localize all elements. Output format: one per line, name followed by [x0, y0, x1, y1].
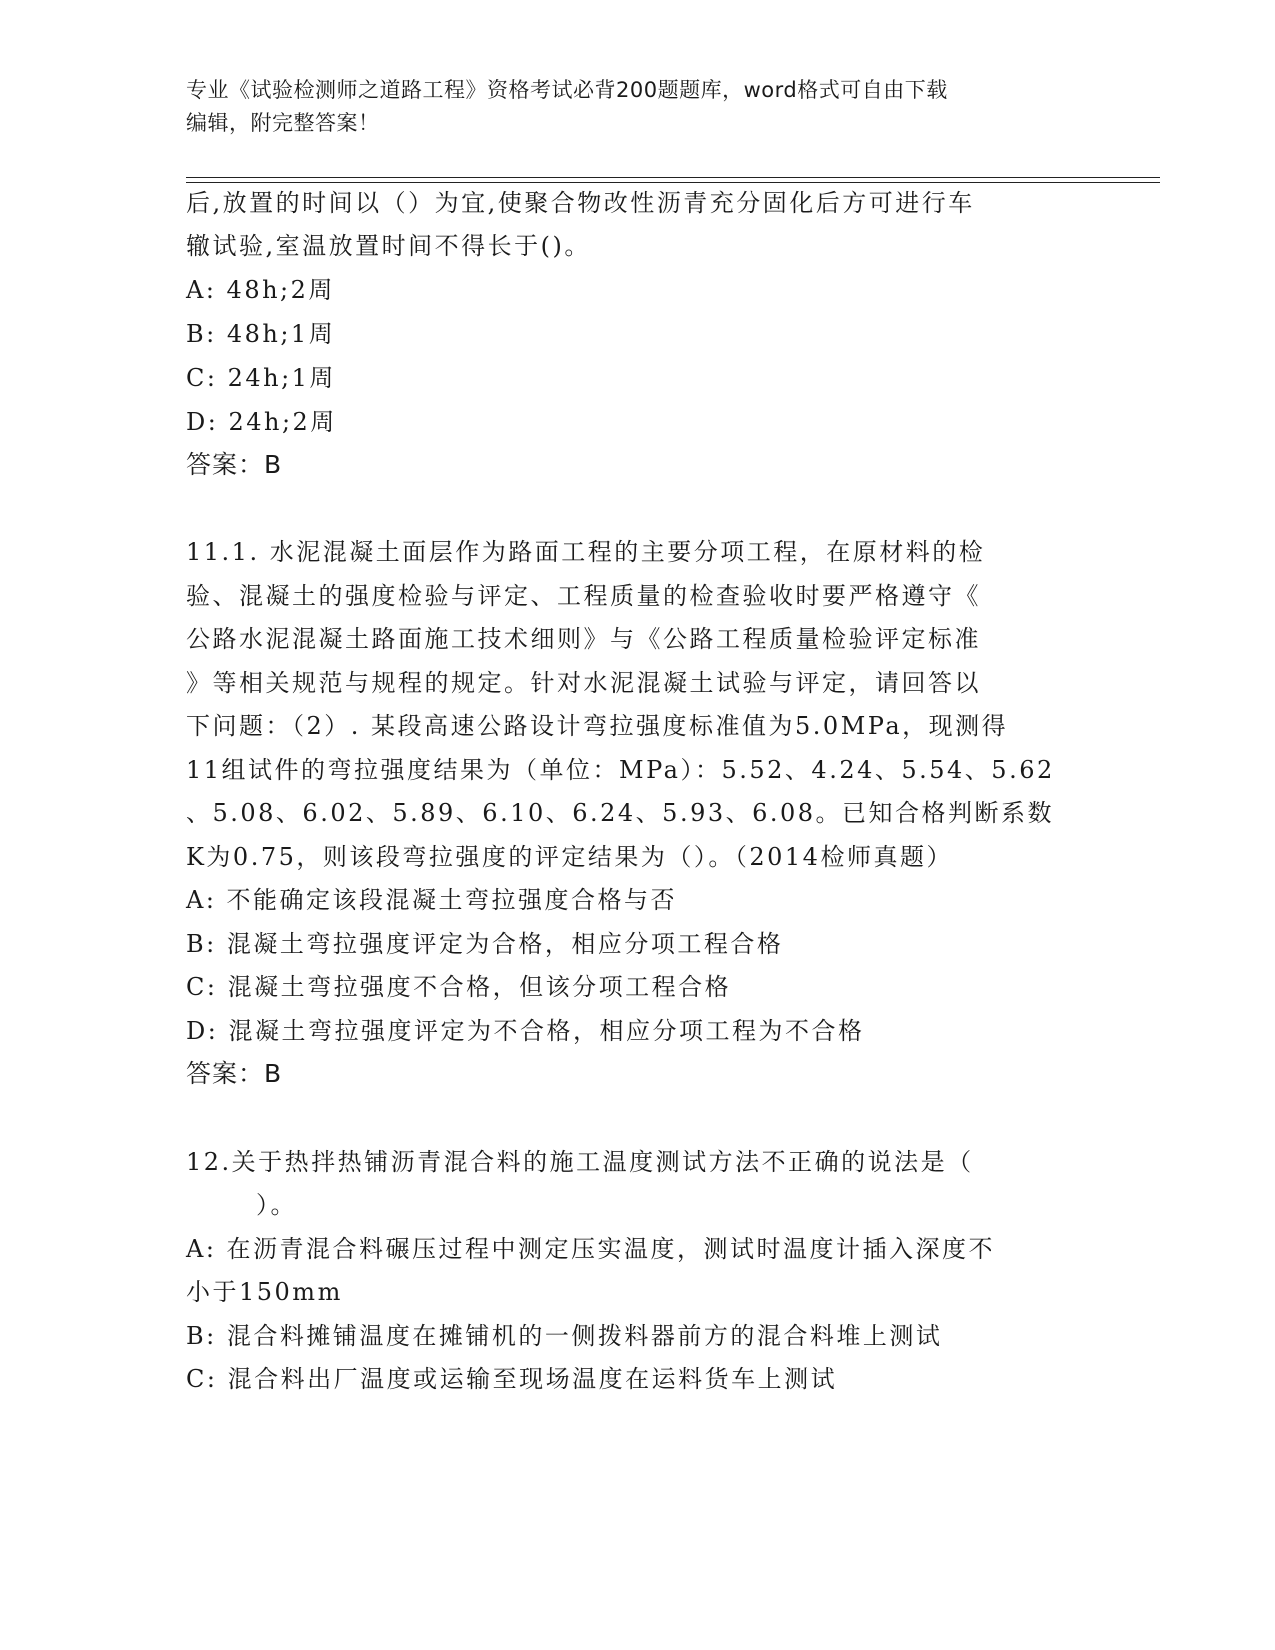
question-12-option-a-continued: 小于150mm	[186, 1278, 343, 1306]
question-11-stem-line-2: 验、混凝土的强度检验与评定、工程质量的检查验收时要严格遵守《	[186, 582, 981, 610]
question-10-answer: 答案：B	[186, 450, 283, 479]
question-10-stem-line-2: 辙试验,室温放置时间不得长于()。	[186, 232, 591, 260]
question-11-stem-line-7: 、5.08、6.02、5.89、6.10、6.24、5.93、6.08。已知合格判断系数	[186, 799, 1055, 827]
question-11-option-b: B: 混凝土弯拉强度评定为合格，相应分项工程合格	[186, 930, 784, 958]
question-10-stem-line-1: 后,放置的时间以（）为宜,使聚合物改性沥青充分固化后方可进行车	[186, 189, 975, 217]
question-11-option-c: C: 混凝土弯拉强度不合格，但该分项工程合格	[186, 973, 732, 1001]
question-11-option-d: D: 混凝土弯拉强度评定为不合格，相应分项工程为不合格	[186, 1017, 865, 1045]
question-11-stem-line-1: 11.1. 水泥混凝土面层作为路面工程的主要分项工程，在原材料的检	[186, 538, 986, 566]
header-line-1: 专业《试验检测师之道路工程》资格考试必背200题题库，word格式可自由下载	[186, 78, 948, 102]
question-10-option-b: B: 48h;1周	[186, 320, 336, 348]
question-12-option-b: B: 混合料摊铺温度在摊铺机的一侧拨料器前方的混合料堆上测试	[186, 1322, 943, 1350]
question-10-option-a: A: 48h;2周	[186, 276, 335, 304]
question-11-answer: 答案：B	[186, 1059, 283, 1088]
question-12-stem-line-2: ）。	[256, 1191, 297, 1219]
question-12-option-c: C: 混合料出厂温度或运输至现场温度在运料货车上测试	[186, 1365, 838, 1393]
question-10-option-c: C: 24h;1周	[186, 364, 336, 392]
question-11-stem-line-4: 》等相关规范与规程的规定。针对水泥混凝土试验与评定，请回答以	[186, 669, 981, 697]
question-11-stem-line-3: 公路水泥混凝土路面施工技术细则》与《公路工程质量检验评定标准	[186, 625, 981, 653]
question-11-stem-line-5: 下问题：（2）. 某段高速公路设计弯拉强度标准值为5.0MPa，现测得	[186, 712, 1009, 740]
question-12-option-a: A: 在沥青混合料碾压过程中测定压实温度，测试时温度计插入深度不	[186, 1235, 996, 1263]
header-line-2: 编辑，附完整答案！	[186, 111, 380, 135]
page-header	[186, 74, 1066, 140]
question-11-option-a: A: 不能确定该段混凝土弯拉强度合格与否	[186, 886, 678, 914]
header-divider-top	[186, 177, 1160, 178]
question-11-stem-line-8: K为0.75，则该段弯拉强度的评定结果为（）。（2014检师真题）	[186, 843, 953, 871]
header-divider-bottom	[186, 182, 1160, 183]
question-11-stem-line-6: 11组试件的弯拉强度结果为（单位：MPa）：5.52、4.24、5.54、5.62	[186, 756, 1055, 784]
question-12-stem-line-1: 12.关于热拌热铺沥青混合料的施工温度测试方法不正确的说法是（	[186, 1148, 974, 1176]
question-10-option-d: D: 24h;2周	[186, 408, 337, 436]
